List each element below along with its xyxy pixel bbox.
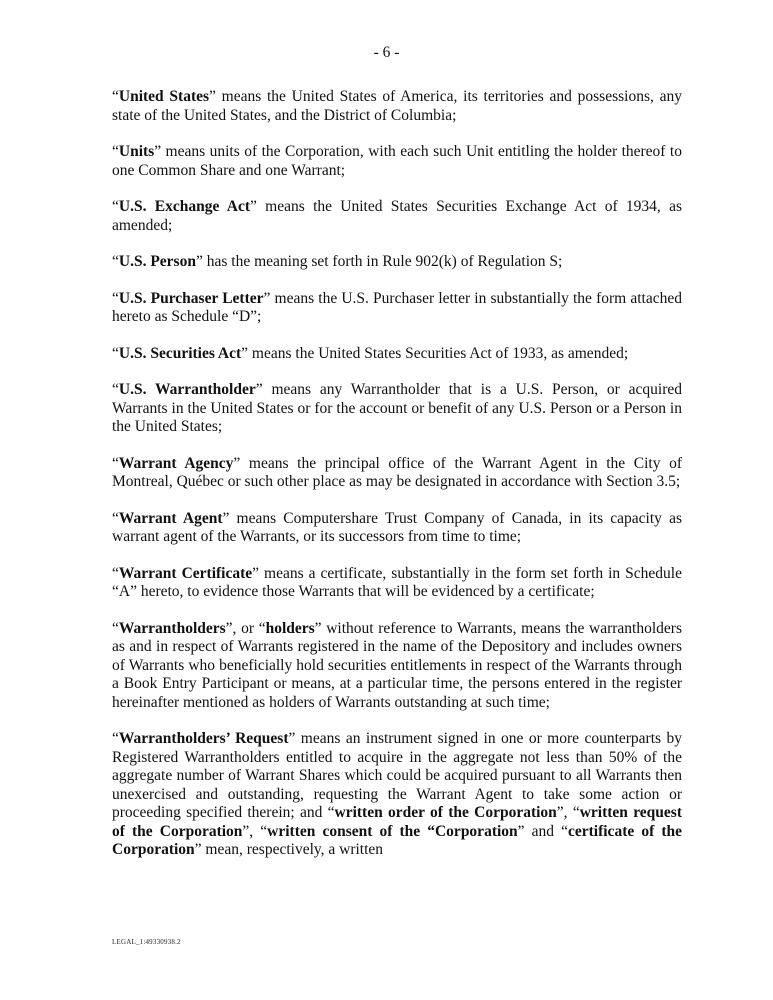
- definition-text: ”, “: [242, 822, 268, 840]
- definition-paragraph: [112, 345, 682, 364]
- defined-term: U.S. Person: [118, 253, 196, 270]
- defined-term: Warrant Certificate: [118, 564, 253, 582]
- definition-paragraph: [112, 730, 682, 860]
- definition-text: ” means the United States Securities Exchange Act of 1934, as amended;: [112, 198, 682, 234]
- defined-term: Warrantholders’ Request: [118, 730, 289, 747]
- defined-term: U.S. Securities Act: [118, 344, 242, 362]
- definition-text: ” means a certificate, substantially in the form set forth in Schedule “A” hereto, to evidence those Warrants that will be evidenced by a certificate;: [112, 564, 682, 600]
- definition-paragraph: [112, 143, 682, 180]
- definition-paragraph: [112, 455, 682, 492]
- defined-term: written consent of the “Corporation: [267, 822, 518, 840]
- defined-term: Warrantholders: [118, 619, 226, 637]
- defined-term: certificate of the Corporation: [112, 822, 682, 858]
- definition-text: “: [112, 88, 119, 105]
- definition-text: “: [112, 253, 119, 270]
- defined-term: Units: [118, 143, 155, 160]
- definition-text: “: [112, 454, 119, 472]
- definition-text: ” means an instrument signed in one or more counterparts by Registered Warrantholders entitled to acquire in the aggregate not less than 50% of the aggregate number of Warrant Shares which could be acquired pursuant to all Warrants then unexercised and outstanding, requesting the Warrant Agent to take some action or proceeding specified therein; and “: [112, 730, 682, 821]
- definition-text: ” means Computershare Trust Company of Canada, in its capacity as warrant agent of the Warrants, or its successors from time to time;: [112, 509, 682, 545]
- definition-text: ” means the United States Securities Act of 1933, as amended;: [241, 344, 629, 362]
- defined-term: U.S. Exchange Act: [118, 198, 251, 215]
- definition-text: ” means the principal office of the Warrant Agent in the City of Montreal, Québec or such other place as may be designated in accordance with Section 3.5;: [112, 454, 682, 490]
- definition-text: ” means any Warrantholder that is a U.S. Person, or acquired Warrants in the United States or for the account or benefit of any U.S. Person or a Person in the United States;: [112, 381, 682, 435]
- definition-text: “: [112, 730, 119, 747]
- definition-text: ” mean, respectively, a written: [194, 841, 384, 858]
- defined-term: U.S. Warrantholder: [118, 381, 256, 398]
- definition-text: “: [112, 619, 119, 637]
- definition-text: ” has the meaning set forth in Rule 902(k) of Regulation S;: [195, 253, 563, 270]
- definition-text: ” means units of the Corporation, with each such Unit entitling the holder thereof to one Common Share and one Warrant;: [112, 143, 682, 179]
- defined-term: holders: [265, 619, 315, 637]
- page-number: - 6 -: [373, 44, 400, 61]
- definition-text: “: [112, 344, 119, 362]
- definition-paragraph: [112, 253, 682, 272]
- definition-paragraph: [112, 290, 682, 327]
- definition-text: “: [112, 143, 119, 160]
- definition-text: ” means the U.S. Purchaser letter in substantially the form attached hereto as Schedule “D”;: [112, 289, 682, 325]
- definition-text: “: [112, 198, 119, 215]
- definition-paragraph: [112, 381, 682, 437]
- definition-text: “: [112, 509, 119, 527]
- definition-paragraph: [112, 510, 682, 547]
- definition-paragraph: [112, 620, 682, 713]
- definition-paragraph: [112, 88, 682, 125]
- defined-term: U.S. Purchaser Letter: [118, 289, 264, 307]
- definition-text: ” and “: [517, 822, 568, 840]
- definition-text: ”, “: [556, 804, 580, 821]
- definition-text: “: [112, 564, 119, 582]
- definition-paragraph: [112, 565, 682, 602]
- definitions-list: [112, 88, 682, 878]
- definition-text: ” without reference to Warrants, means the warrantholders as and in respect of Warrants registered in the name of the Depository and includes owners of Warrants who beneficially hold securities entitlements in respect of the Warrants through a Book Entry Participant or means, at a particular time, the persons entered in the register hereinafter mentioned as holders of Warrants outstanding at such time;: [112, 619, 682, 711]
- defined-term: written request of the Corporation: [112, 804, 682, 840]
- defined-term: written order of the Corporation: [334, 804, 557, 821]
- definition-text: “: [112, 289, 119, 307]
- document-reference-code: LEGAL_1:49330938.2: [112, 938, 181, 946]
- definition-paragraph: [112, 198, 682, 235]
- defined-term: Warrant Agency: [118, 454, 234, 472]
- defined-term: Warrant Agent: [118, 509, 223, 527]
- definition-text: ”, or “: [225, 619, 266, 637]
- definition-text: ” means the United States of America, its territories and possessions, any state of the United States, and the District of Columbia;: [112, 88, 682, 124]
- defined-term: United States: [118, 88, 210, 105]
- definition-text: “: [112, 381, 119, 398]
